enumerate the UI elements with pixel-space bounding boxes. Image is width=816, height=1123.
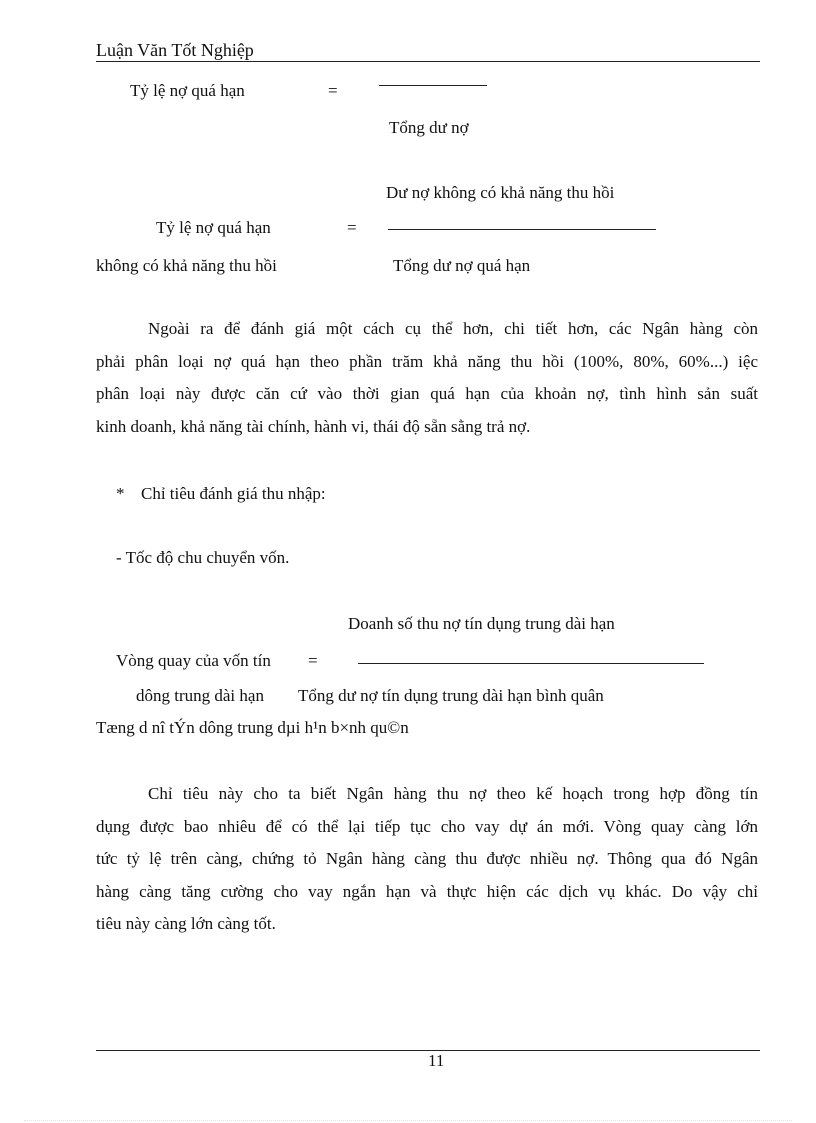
- formula2-fraction-line: [388, 229, 656, 230]
- bullet-marker: *: [116, 484, 125, 503]
- paragraph2-line: Chỉ tiêu này cho ta biết Ngân hàng thu nợ theo kế hoạch trong hợp đồng tín: [148, 784, 758, 803]
- paragraph-overdue-classification: [96, 313, 758, 443]
- subheading-capital-turnover: - Tốc độ chu chuyển vốn.: [116, 548, 290, 567]
- paragraph2-line: dụng được bao nhiêu để có thể lại tiếp tục cho vay dự án mới. Vòng quay càng lớn: [96, 816, 758, 836]
- page-bottom-dotted-edge: [24, 1120, 792, 1121]
- paragraph1-line: kinh doanh, khả năng tài chính, hành vi, thái độ sẵn sằng trả nợ.: [96, 416, 531, 436]
- formula1-label: Tỷ lệ nợ quá hạn: [130, 81, 245, 100]
- formula1-denominator: Tổng dư nợ: [389, 118, 469, 137]
- paragraph2-line: hàng càng tăng cường cho vay ngắn hạn và thực hiện các dịch vụ khác. Do vậy chỉ: [96, 881, 758, 901]
- formula3-label-line2: dông trung dài hạn: [136, 686, 264, 705]
- formula3-garbled-text: Tæng d nî tÝn dông trung dµi h¹n b×nh qu©n: [96, 718, 409, 737]
- formula3-label-line1: Vòng quay của vốn tín: [116, 651, 271, 670]
- paragraph2-line: tiêu này càng lớn càng tốt.: [96, 914, 276, 933]
- formula2-equals: =: [347, 218, 357, 237]
- formula3-fraction-line: [358, 663, 704, 664]
- paragraph1-line: phải phân loại nợ quá hạn theo phần trăm khả năng thu hồi (100%, 80%, 60%...) iệc: [96, 351, 758, 371]
- formula2-numerator: Dư nợ không có khả năng thu hồi: [386, 183, 615, 202]
- header-rule: [96, 61, 760, 62]
- document-header-title: Luận Văn Tốt Nghiệp: [96, 40, 254, 60]
- formula3-numerator: Doanh số thu nợ tín dụng trung dài hạn: [348, 614, 615, 633]
- formula1-equals: =: [328, 81, 338, 100]
- formula2-label-line1: Tỷ lệ nợ quá hạn: [156, 218, 271, 237]
- bullet-heading: Chỉ tiêu đánh giá thu nhập:: [141, 484, 326, 503]
- formula2-denominator: Tổng dư nợ quá hạn: [393, 256, 531, 275]
- formula2-label-line2: không có khả năng thu hồi: [96, 256, 277, 275]
- page-number: 11: [428, 1051, 445, 1070]
- formula3-equals: =: [308, 651, 318, 670]
- paragraph1-line: phân loại này được căn cứ vào thời gian quá hạn của khoản nợ, tình hình sản suất: [96, 384, 758, 403]
- paragraph2-line: tức tỷ lệ trên càng, chứng tỏ Ngân hàng càng thu được nhiều nợ. Thông qua đó Ngân: [96, 849, 758, 868]
- paragraph1-line: Ngoài ra để đánh giá một cách cụ thể hơn, chi tiết hơn, các Ngân hàng còn: [148, 319, 758, 338]
- formula3-denominator: Tổng dư nợ tín dụng trung dài hạn bình quân: [298, 686, 604, 705]
- paragraph-turnover-explanation: [96, 778, 758, 941]
- formula1-fraction-line: [379, 85, 487, 86]
